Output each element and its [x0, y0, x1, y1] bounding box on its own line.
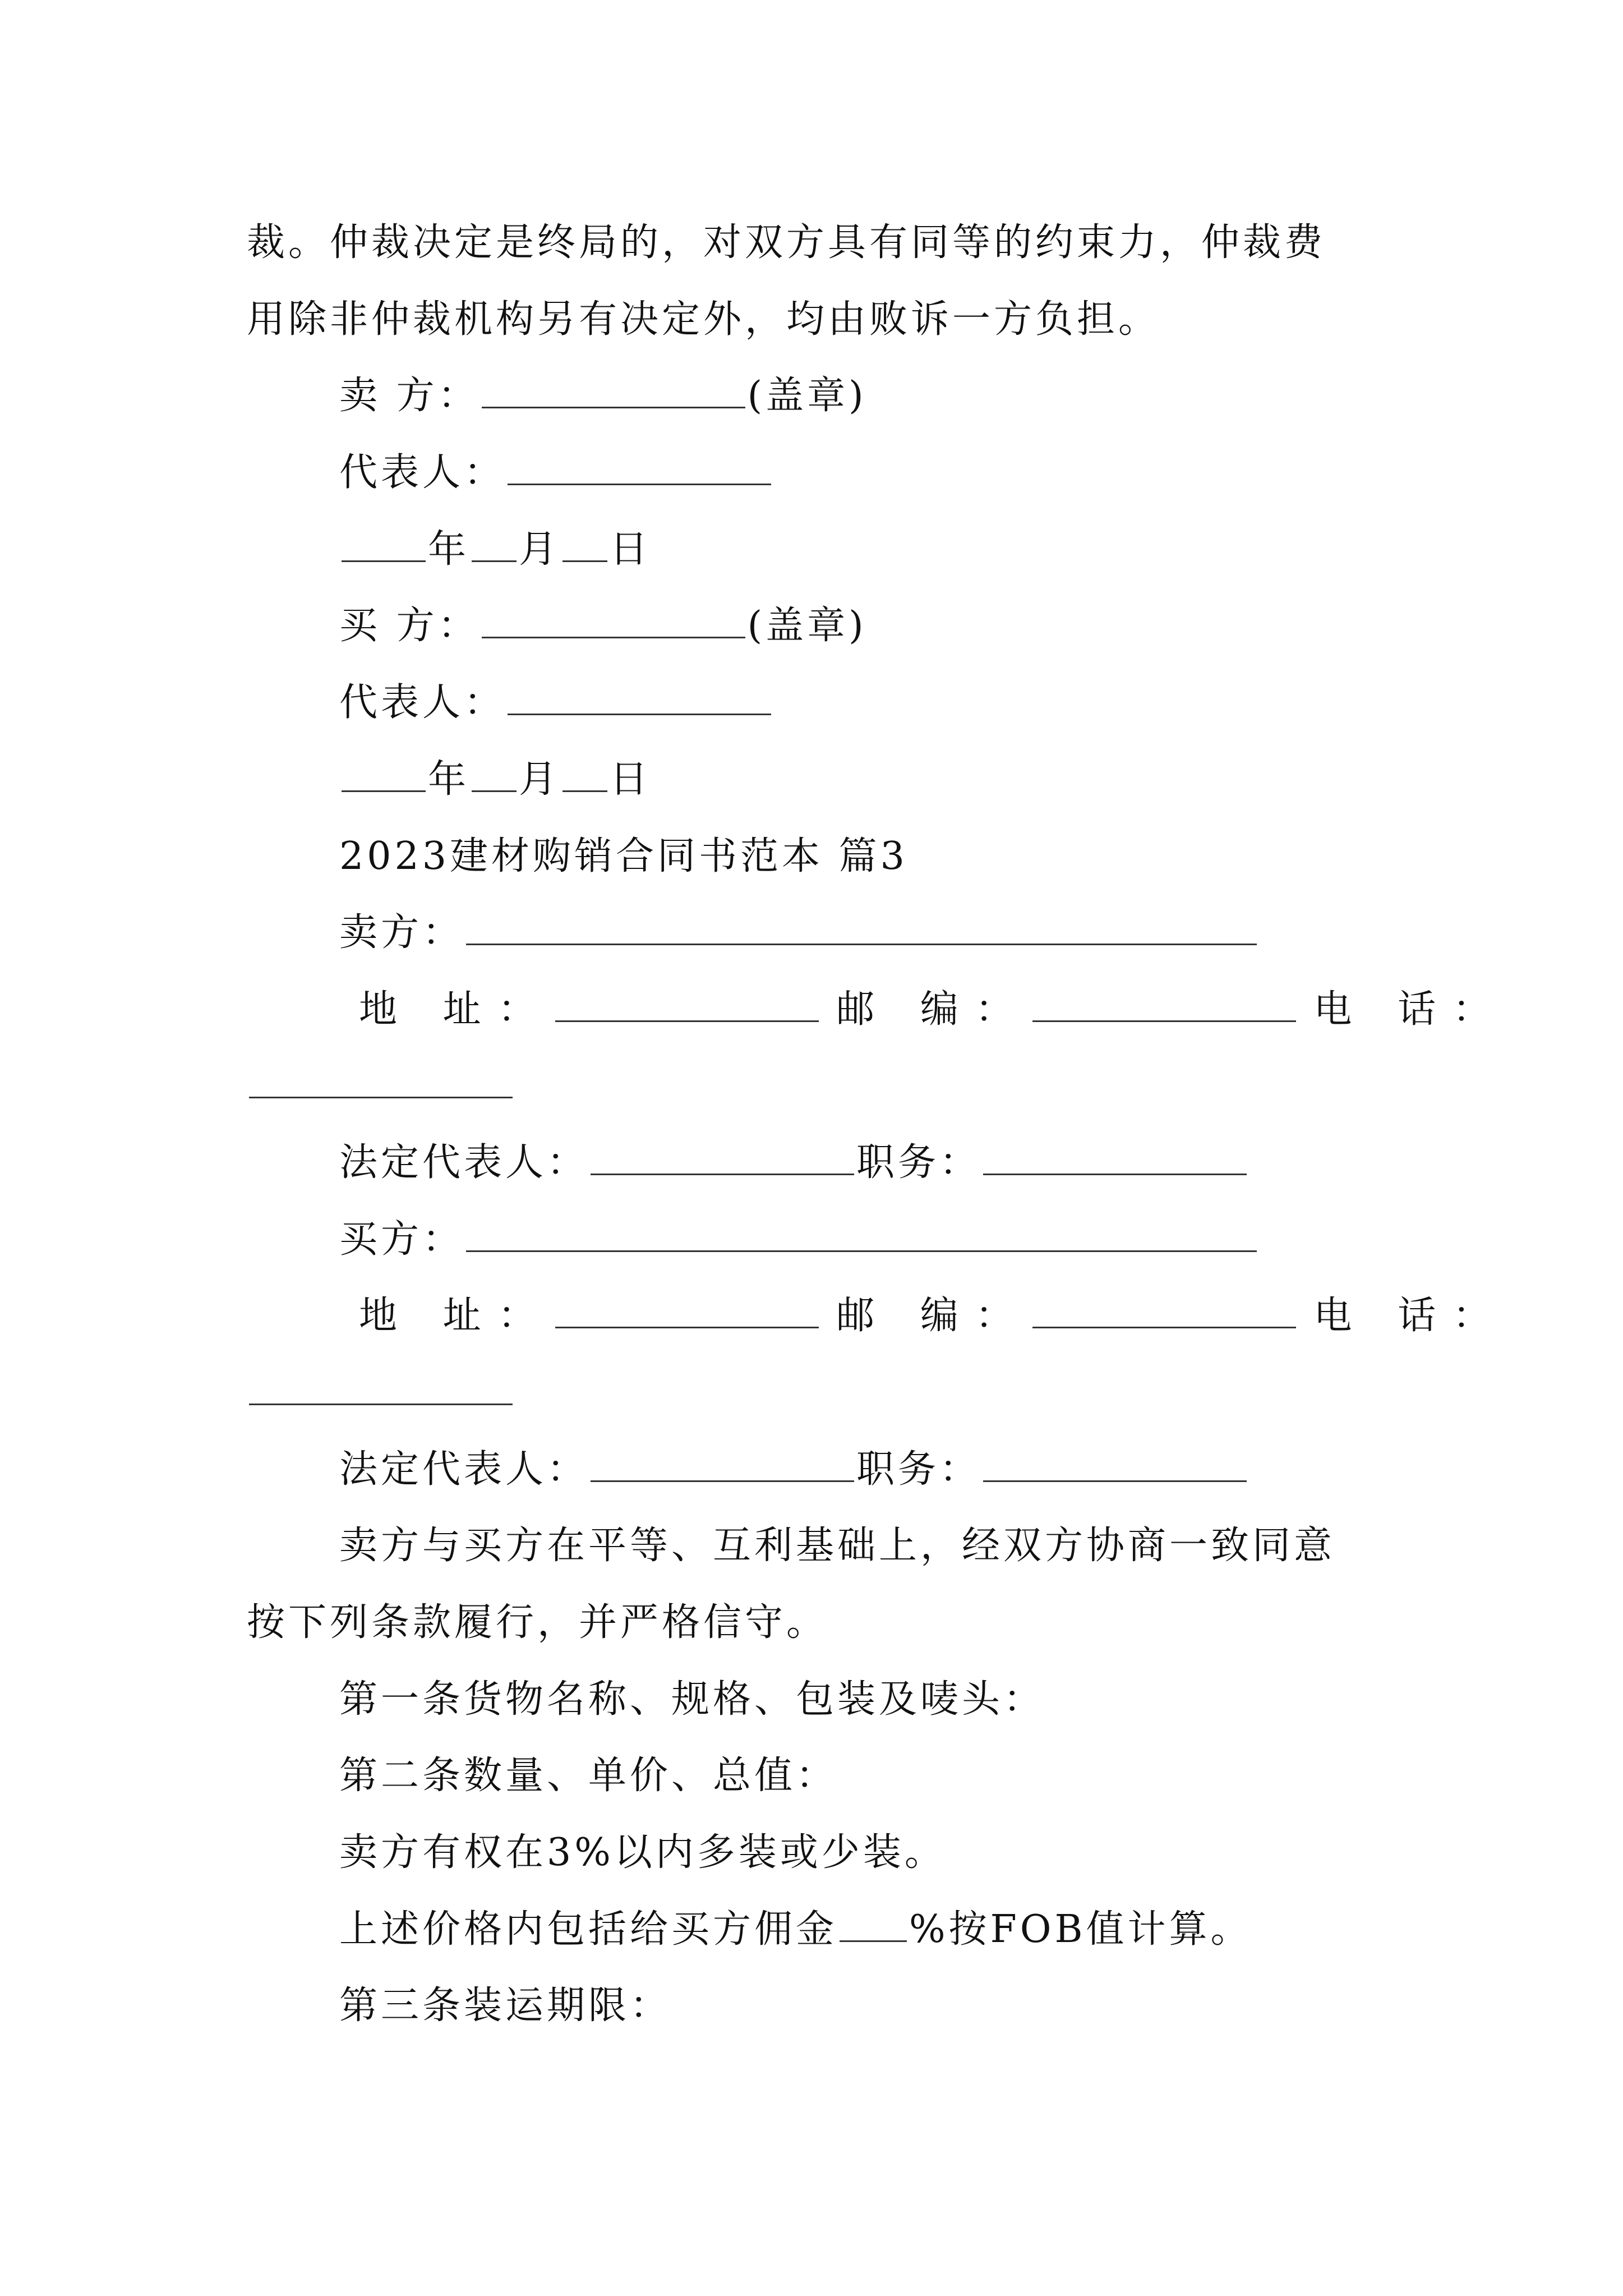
- seller-seal: (盖章): [747, 374, 867, 418]
- party-seller-line: [339, 906, 1259, 960]
- seller-phone-label: 电 话：: [1313, 987, 1508, 1032]
- seller-contact-line: [359, 983, 1507, 1037]
- buyer-day-label: 日: [610, 757, 652, 802]
- seller-day-label: 日: [610, 527, 652, 572]
- buyer-legal-rep-label: 法定代表人：: [339, 1447, 589, 1492]
- buyer-month-blank[interactable]: [472, 758, 517, 792]
- clause-2-note: 卖方有权在3%以内多装或少装。: [339, 1830, 946, 1875]
- section-title: 2023建材购销合同书范本 篇3: [339, 834, 908, 878]
- buyer-address-label: 地 址：: [359, 1294, 553, 1338]
- buyer-legal-rep-line: [339, 1443, 1249, 1497]
- seller-month-blank[interactable]: [472, 528, 517, 562]
- buyer-rep-line: [339, 676, 773, 730]
- buyer-day-blank[interactable]: [562, 758, 607, 792]
- intro-line-1: 卖方与买方在平等、互利基础上，经双方协商一致同意: [339, 1524, 1336, 1568]
- buyer-position-label: 职务：: [856, 1447, 981, 1492]
- buyer-phone-blank[interactable]: [249, 1371, 513, 1405]
- seller-rep-blank[interactable]: [508, 451, 771, 485]
- seller-position-label: 职务：: [856, 1140, 981, 1185]
- paragraph-tail-line-1: 裁。仲裁决定是终局的，对双方具有同等的约束力，仲裁费: [247, 220, 1326, 265]
- seller-year-label: 年: [428, 527, 470, 572]
- buyer-rep-blank[interactable]: [508, 681, 771, 715]
- buyer-legal-rep-blank[interactable]: [591, 1448, 854, 1482]
- seller-day-blank[interactable]: [562, 528, 607, 562]
- buyer-rep-label: 代表人：: [339, 680, 506, 725]
- clause-3: 第三条装运期限：: [339, 1984, 672, 2028]
- seller-postcode-label: 邮 编：: [836, 987, 1030, 1032]
- seller-rep-label: 代表人：: [339, 450, 506, 495]
- seller-date-line: [339, 523, 651, 577]
- commission-blank[interactable]: [840, 1908, 907, 1942]
- buyer-position-blank[interactable]: [983, 1448, 1247, 1482]
- party-buyer-label: 买方：: [339, 1217, 464, 1262]
- seller-postcode-blank[interactable]: [1032, 988, 1296, 1022]
- buyer-year-label: 年: [428, 757, 470, 802]
- clause-2: 第二条数量、单价、总值：: [339, 1754, 838, 1798]
- buyer-label: 买 方：: [339, 604, 479, 648]
- seller-phone-blank-line: [247, 1059, 515, 1113]
- buyer-date-line: [339, 753, 651, 807]
- seller-month-label: 月: [519, 527, 561, 572]
- seller-phone-blank[interactable]: [249, 1064, 513, 1098]
- seller-year-blank[interactable]: [342, 528, 426, 562]
- seller-legal-rep-blank[interactable]: [591, 1141, 854, 1175]
- seller-position-blank[interactable]: [983, 1141, 1247, 1175]
- buyer-postcode-blank[interactable]: [1032, 1294, 1296, 1328]
- party-buyer-line: [339, 1213, 1259, 1267]
- buyer-postcode-label: 邮 编：: [836, 1294, 1030, 1338]
- seller-rep-line: [339, 446, 773, 500]
- buyer-month-label: 月: [519, 757, 561, 802]
- paragraph-tail-line-2: 用除非仲裁机构另有决定外，均由败诉一方负担。: [247, 297, 1160, 342]
- buyer-phone-label: 电 话：: [1313, 1294, 1508, 1338]
- buyer-blank[interactable]: [482, 604, 745, 638]
- buyer-year-blank[interactable]: [342, 758, 426, 792]
- seller-legal-rep-line: [339, 1136, 1249, 1190]
- party-buyer-blank[interactable]: [466, 1218, 1257, 1252]
- buyer-contact-line: [359, 1289, 1507, 1343]
- party-seller-blank[interactable]: [466, 911, 1257, 945]
- seller-address-blank[interactable]: [555, 988, 819, 1022]
- commission-text-before: 上述价格内包括给买方佣金: [339, 1907, 838, 1952]
- clause-1: 第一条货物名称、规格、包装及唛头：: [339, 1677, 1045, 1722]
- seller-address-label: 地 址：: [359, 987, 553, 1032]
- clause-2-commission-line: [339, 1903, 1252, 1957]
- seller-signature-line: [339, 369, 867, 423]
- seller-blank[interactable]: [482, 374, 745, 408]
- buyer-seal: (盖章): [747, 604, 867, 648]
- seller-label: 卖 方：: [339, 374, 479, 418]
- seller-legal-rep-label: 法定代表人：: [339, 1140, 589, 1185]
- intro-line-2: 按下列条款履行，并严格信守。: [247, 1600, 828, 1645]
- buyer-address-blank[interactable]: [555, 1294, 819, 1328]
- buyer-phone-blank-line: [247, 1366, 515, 1420]
- party-seller-label: 卖方：: [339, 910, 464, 955]
- commission-text-after: %按FOB值计算。: [909, 1907, 1252, 1952]
- buyer-signature-line: [339, 599, 867, 653]
